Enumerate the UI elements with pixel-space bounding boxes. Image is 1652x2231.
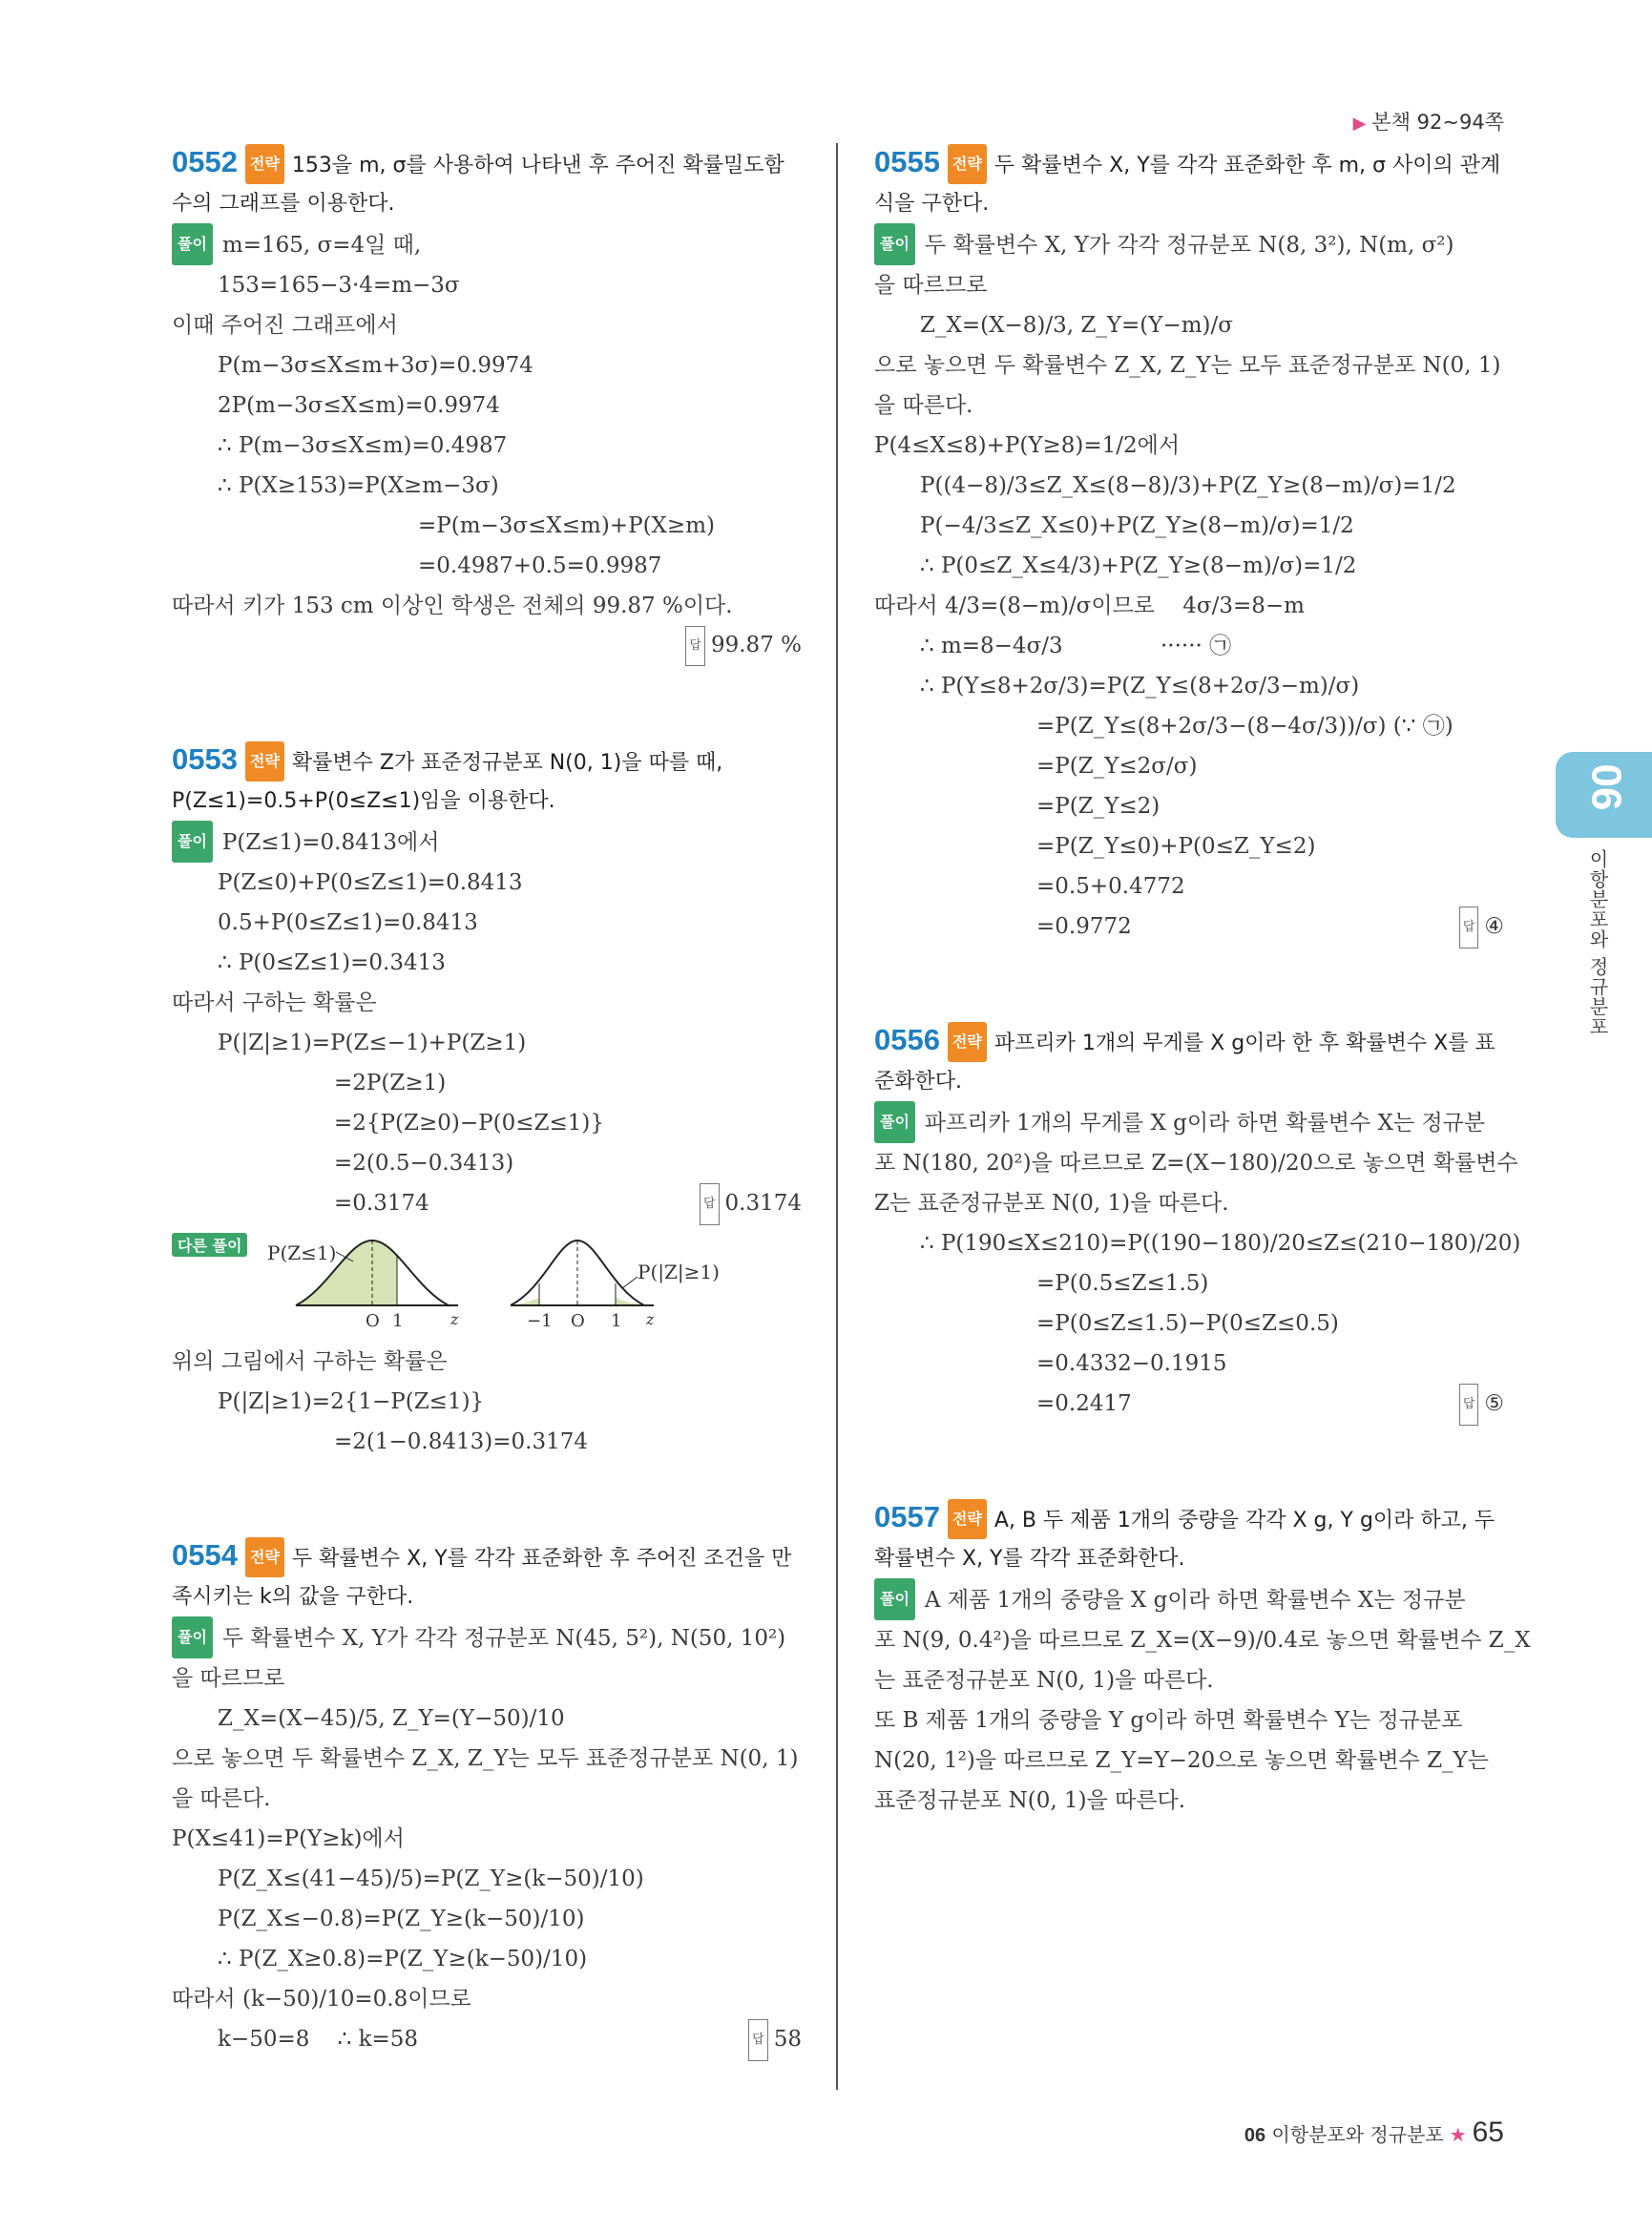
solution-line: 풀이 m=165, σ=4일 때, — [172, 223, 802, 265]
solution-line: 으로 놓으면 두 확률변수 Z_X, Z_Y는 모두 표준정규분포 N(0, 1) — [874, 353, 1501, 378]
solution-line: =0.3174 답 0.3174 — [172, 1183, 802, 1223]
solution-line: 0.5+P(0≤Z≤1)=0.8413 — [218, 910, 478, 935]
solution-line: Z_X=(X−45)/5, Z_Y=(Y−50)/10 — [218, 1706, 565, 1731]
solution-line: =P(0≤Z≤1.5)−P(0≤Z≤0.5) — [1036, 1311, 1339, 1336]
solution-line: =0.4332−0.1915 — [1036, 1351, 1227, 1376]
answer-icon: 답 — [700, 1183, 720, 1225]
problem-0556 — [874, 1021, 1521, 1424]
solution-line: 풀이 두 확률변수 X, Y가 각각 정규분포 N(8, 3²), N(m, σ²) — [874, 223, 1504, 265]
solution-line: P(X≤41)=P(Y≥k)에서 — [172, 1826, 405, 1851]
solution-line: 포 N(9, 0.4²)을 따르므로 Z_X=(X−9)/0.4로 놓으면 확률변수 Z_X — [874, 1628, 1531, 1653]
chapter-tab-number: 06 — [1582, 763, 1630, 811]
solution-line: ∴ P(X≥153)=P(X≥m−3σ) — [218, 473, 499, 498]
solution-line: 2P(m−3σ≤X≤m)=0.9974 — [218, 393, 500, 418]
footer-chapter-number: 06 — [1244, 2125, 1266, 2146]
alt-solution-badge: 다른 풀이 — [172, 1233, 247, 1257]
problem-number: 0553 — [172, 742, 238, 776]
problem-strategy — [172, 1536, 802, 1616]
strategy-text: 두 확률변수 X, Y를 각각 표준화한 후 주어진 조건을 만족시키는 k의 값을 구한다. — [172, 1547, 792, 1609]
problem-strategy — [172, 143, 802, 223]
strategy-badge: 전략 — [948, 144, 987, 184]
solution-line: =P(Z_Y≤2σ/σ) — [1036, 754, 1198, 779]
solution-line: 을 따른다. — [172, 1786, 271, 1811]
z-label-2: z — [646, 1310, 655, 1328]
origin-label-2: O — [571, 1311, 585, 1331]
solution-line: ∴ P(190≤X≤210)=P((190−180)/20≤Z≤(210−180)/20) — [920, 1231, 1521, 1256]
solution-line: 으로 놓으면 두 확률변수 Z_X, Z_Y는 모두 표준정규분포 N(0, 1) — [172, 1746, 799, 1771]
solution-line: Z_X=(X−8)/3, Z_Y=(Y−m)/σ — [920, 313, 1233, 338]
solution-line: 따라서 구하는 확률은 — [172, 990, 377, 1015]
problem-strategy — [874, 1498, 1504, 1578]
solution-line: =P(0.5≤Z≤1.5) — [1036, 1271, 1209, 1296]
solution-line: 또 B 제품 1개의 중량을 Y g이라 하면 확률변수 Y는 정규분포 — [874, 1708, 1463, 1733]
solution-line: =0.2417 답 ⑤ — [874, 1384, 1504, 1424]
chapter-tab — [1556, 752, 1652, 838]
solution-line: =2{P(Z≥0)−P(0≤Z≤1)} — [334, 1111, 604, 1136]
solution-line: 풀이 파프리카 1개의 무게를 X g이라 하면 확률변수 X는 정규분 — [874, 1101, 1504, 1143]
solution-line: =0.4987+0.5=0.9987 — [418, 553, 662, 578]
page-number: 65 — [1472, 2116, 1504, 2148]
graph1-label: P(Z≤1) — [267, 1241, 337, 1264]
answer: 답 0.3174 — [700, 1183, 802, 1225]
solution-line: 153=165−3·4=m−3σ — [218, 273, 460, 298]
problem-0554 — [172, 1536, 802, 2059]
triangle-icon: ▶ — [1352, 114, 1367, 134]
solution-line: 따라서 4/3=(8−m)/σ이므로 4σ/3=8−m — [874, 594, 1305, 618]
solution-badge: 풀이 — [874, 1101, 915, 1143]
problem-number: 0554 — [172, 1538, 238, 1572]
solution-line: 을 따른다. — [874, 393, 973, 418]
strategy-text: 두 확률변수 X, Y를 각각 표준화한 후 m, σ 사이의 관계식을 구한다. — [874, 154, 1501, 216]
origin-label-1: O — [366, 1311, 380, 1331]
problem-number: 0552 — [172, 145, 238, 178]
solution-badge: 풀이 — [874, 223, 915, 265]
strategy-badge: 전략 — [948, 1499, 987, 1539]
label-arrow-2 — [622, 1277, 638, 1288]
solution-line: 을 따르므로 — [172, 1666, 285, 1691]
problem-number: 0556 — [874, 1023, 940, 1056]
page-header — [1353, 107, 1504, 136]
answer-icon: 답 — [748, 2019, 768, 2061]
normal-curve-graphs — [172, 1231, 802, 1336]
shaded-left-tail — [511, 1298, 539, 1305]
strategy-badge: 전략 — [245, 144, 284, 184]
tick-1-label-2: 1 — [611, 1311, 622, 1331]
solution-badge: 풀이 — [172, 1616, 213, 1658]
answer: 답 99.87 % — [172, 626, 802, 666]
right-column — [874, 143, 1531, 1895]
problem-0555 — [874, 143, 1504, 947]
page-footer — [1244, 2116, 1504, 2149]
solution-line: =2(0.5−0.3413) — [334, 1151, 514, 1176]
problem-strategy — [172, 740, 802, 821]
solution-line: 위의 그림에서 구하는 확률은 — [172, 1349, 448, 1374]
star-icon: ★ — [1449, 2123, 1467, 2146]
answer-icon: 답 — [1459, 1384, 1479, 1426]
solution-line: =P(m−3σ≤X≤m)+P(X≥m) — [418, 513, 715, 538]
solution-line: 풀이 P(Z≤1)=0.8413에서 — [172, 821, 802, 863]
solution-line: 을 따르므로 — [874, 273, 988, 298]
solution-line: 포 N(180, 20²)을 따르므로 Z=(X−180)/20으로 놓으면 확률변수 — [874, 1151, 1518, 1176]
left-column — [172, 143, 802, 2134]
z-label-1: z — [450, 1310, 459, 1328]
problem-0557 — [874, 1498, 1531, 1821]
solution-line: 는 표준정규분포 N(0, 1)을 따른다. — [874, 1668, 1214, 1693]
solution-line: P((4−8)/3≤Z_X≤(8−8)/3)+P(Z_Y≥(8−m)/σ)=1/2 — [920, 473, 1456, 498]
solution-line: ∴ P(0≤Z≤1)=0.3413 — [218, 950, 446, 975]
strategy-badge: 전략 — [245, 1537, 284, 1577]
solution-line: ∴ P(m−3σ≤X≤m)=0.4987 — [218, 433, 508, 458]
tick-neg1-label: −1 — [527, 1311, 553, 1331]
answer: 답 58 — [748, 2019, 802, 2061]
solution-badge: 풀이 — [172, 223, 213, 265]
strategy-text: 확률변수 Z가 표준정규분포 N(0, 1)을 따를 때, P(Z≤1)=0.5+P(0≤Z≤1)임을 이용한다. — [172, 751, 723, 813]
solution-line: P(Z_X≤−0.8)=P(Z_Y≥(k−50)/10) — [218, 1907, 585, 1931]
solution-line: N(20, 1²)을 따르므로 Z_Y=Y−20으로 놓으면 확률변수 Z_Y는 — [874, 1748, 1489, 1773]
solution-line: ∴ P(Y≤8+2σ/3)=P(Z_Y≤(8+2σ/3−m)/σ) — [920, 674, 1360, 698]
problem-0553 — [172, 740, 802, 1462]
solution-line: ∴ P(Z_X≥0.8)=P(Z_Y≥(k−50)/10) — [218, 1947, 588, 1971]
solution-line: P(|Z|≥1)=2{1−P(Z≤1)} — [218, 1389, 485, 1414]
alt-solution-graphs — [172, 1231, 802, 1336]
solution-line: =P(Z_Y≤0)+P(0≤Z_Y≤2) — [1036, 834, 1316, 859]
answer-icon: 답 — [685, 626, 705, 666]
solution-line: ∴ m=8−4σ/3 ······ ㉠ — [920, 634, 1232, 658]
solution-line: 풀이 A 제품 1개의 중량을 X g이라 하면 확률변수 X는 정규분 — [874, 1578, 1504, 1620]
strategy-badge: 전략 — [948, 1022, 987, 1062]
answer: 답 ⑤ — [1459, 1384, 1504, 1426]
shaded-right-tail — [616, 1298, 644, 1305]
chapter-tab-label: 이항분포와 정규분포 — [1586, 849, 1609, 1037]
solution-line: P(Z_X≤(41−45)/5)=P(Z_Y≥(k−50)/10) — [218, 1866, 644, 1891]
strategy-badge: 전략 — [245, 741, 284, 782]
solution-line: =2P(Z≥1) — [334, 1071, 447, 1095]
graph2-label: P(|Z|≥1) — [638, 1261, 720, 1283]
solution-line: =2(1−0.8413)=0.3174 — [334, 1429, 588, 1454]
solution-line: ∴ P(0≤Z_X≤4/3)+P(Z_Y≥(8−m)/σ)=1/2 — [920, 553, 1357, 578]
solution-line: =P(Z_Y≤2) — [1036, 794, 1161, 819]
strategy-text: A, B 두 제품 1개의 중량을 각각 X g, Y g이라 하고, 두 확률변수 X, Y를 각각 표준화한다. — [874, 1509, 1495, 1571]
problem-strategy — [874, 143, 1504, 223]
column-divider — [836, 143, 838, 2090]
solution-line: 따라서 키가 153 cm 이상인 학생은 전체의 99.87 %이다. — [172, 594, 733, 618]
problem-strategy — [874, 1021, 1504, 1101]
solution-badge: 풀이 — [172, 821, 213, 863]
strategy-text: 153을 m, σ를 사용하여 나타낸 후 주어진 확률밀도함수의 그래프를 이용한다. — [172, 154, 784, 216]
solution-line: =0.9772 답 ④ — [874, 907, 1504, 947]
answer-icon: 답 — [1459, 907, 1479, 949]
problem-0552 — [172, 143, 802, 666]
solution-line: 따라서 (k−50)/10=0.8이므로 — [172, 1987, 471, 2012]
solution-badge: 풀이 — [874, 1578, 915, 1620]
solution-line: =0.5+0.4772 — [1036, 874, 1185, 899]
solution-line: 풀이 두 확률변수 X, Y가 각각 정규분포 N(45, 5²), N(50, 10²) — [172, 1616, 802, 1658]
solution-line: =P(Z_Y≤(8+2σ/3−(8−4σ/3))/σ) (∵ ㉠) — [1036, 714, 1453, 739]
problem-number: 0557 — [874, 1500, 940, 1533]
solution-line: Z는 표준정규분포 N(0, 1)을 따른다. — [874, 1191, 1229, 1216]
solution-line: k−50=8 ∴ k=58 답 58 — [172, 2019, 802, 2059]
solution-line: P(|Z|≥1)=P(Z≤−1)+P(Z≥1) — [218, 1031, 527, 1055]
header-text: 본책 92~94쪽 — [1371, 111, 1504, 134]
solution-line: 이때 주어진 그래프에서 — [172, 313, 398, 338]
answer: 답 ④ — [1459, 907, 1504, 949]
solution-line: P(4≤X≤8)+P(Y≥8)=1/2에서 — [874, 433, 1181, 458]
solution-line: P(m−3σ≤X≤m+3σ)=0.9974 — [218, 353, 533, 378]
solution-line: P(Z≤0)+P(0≤Z≤1)=0.8413 — [218, 870, 523, 895]
footer-chapter-title: 이항분포와 정규분포 — [1271, 2123, 1444, 2146]
strategy-text: 파프리카 1개의 무게를 X g이라 한 후 확률변수 X를 표준화한다. — [874, 1032, 1495, 1094]
problem-number: 0555 — [874, 145, 940, 178]
solution-line: P(−4/3≤Z_X≤0)+P(Z_Y≥(8−m)/σ)=1/2 — [920, 513, 1354, 538]
solution-line: 표준정규분포 N(0, 1)을 따른다. — [874, 1788, 1186, 1813]
tick-1-label: 1 — [392, 1311, 404, 1331]
